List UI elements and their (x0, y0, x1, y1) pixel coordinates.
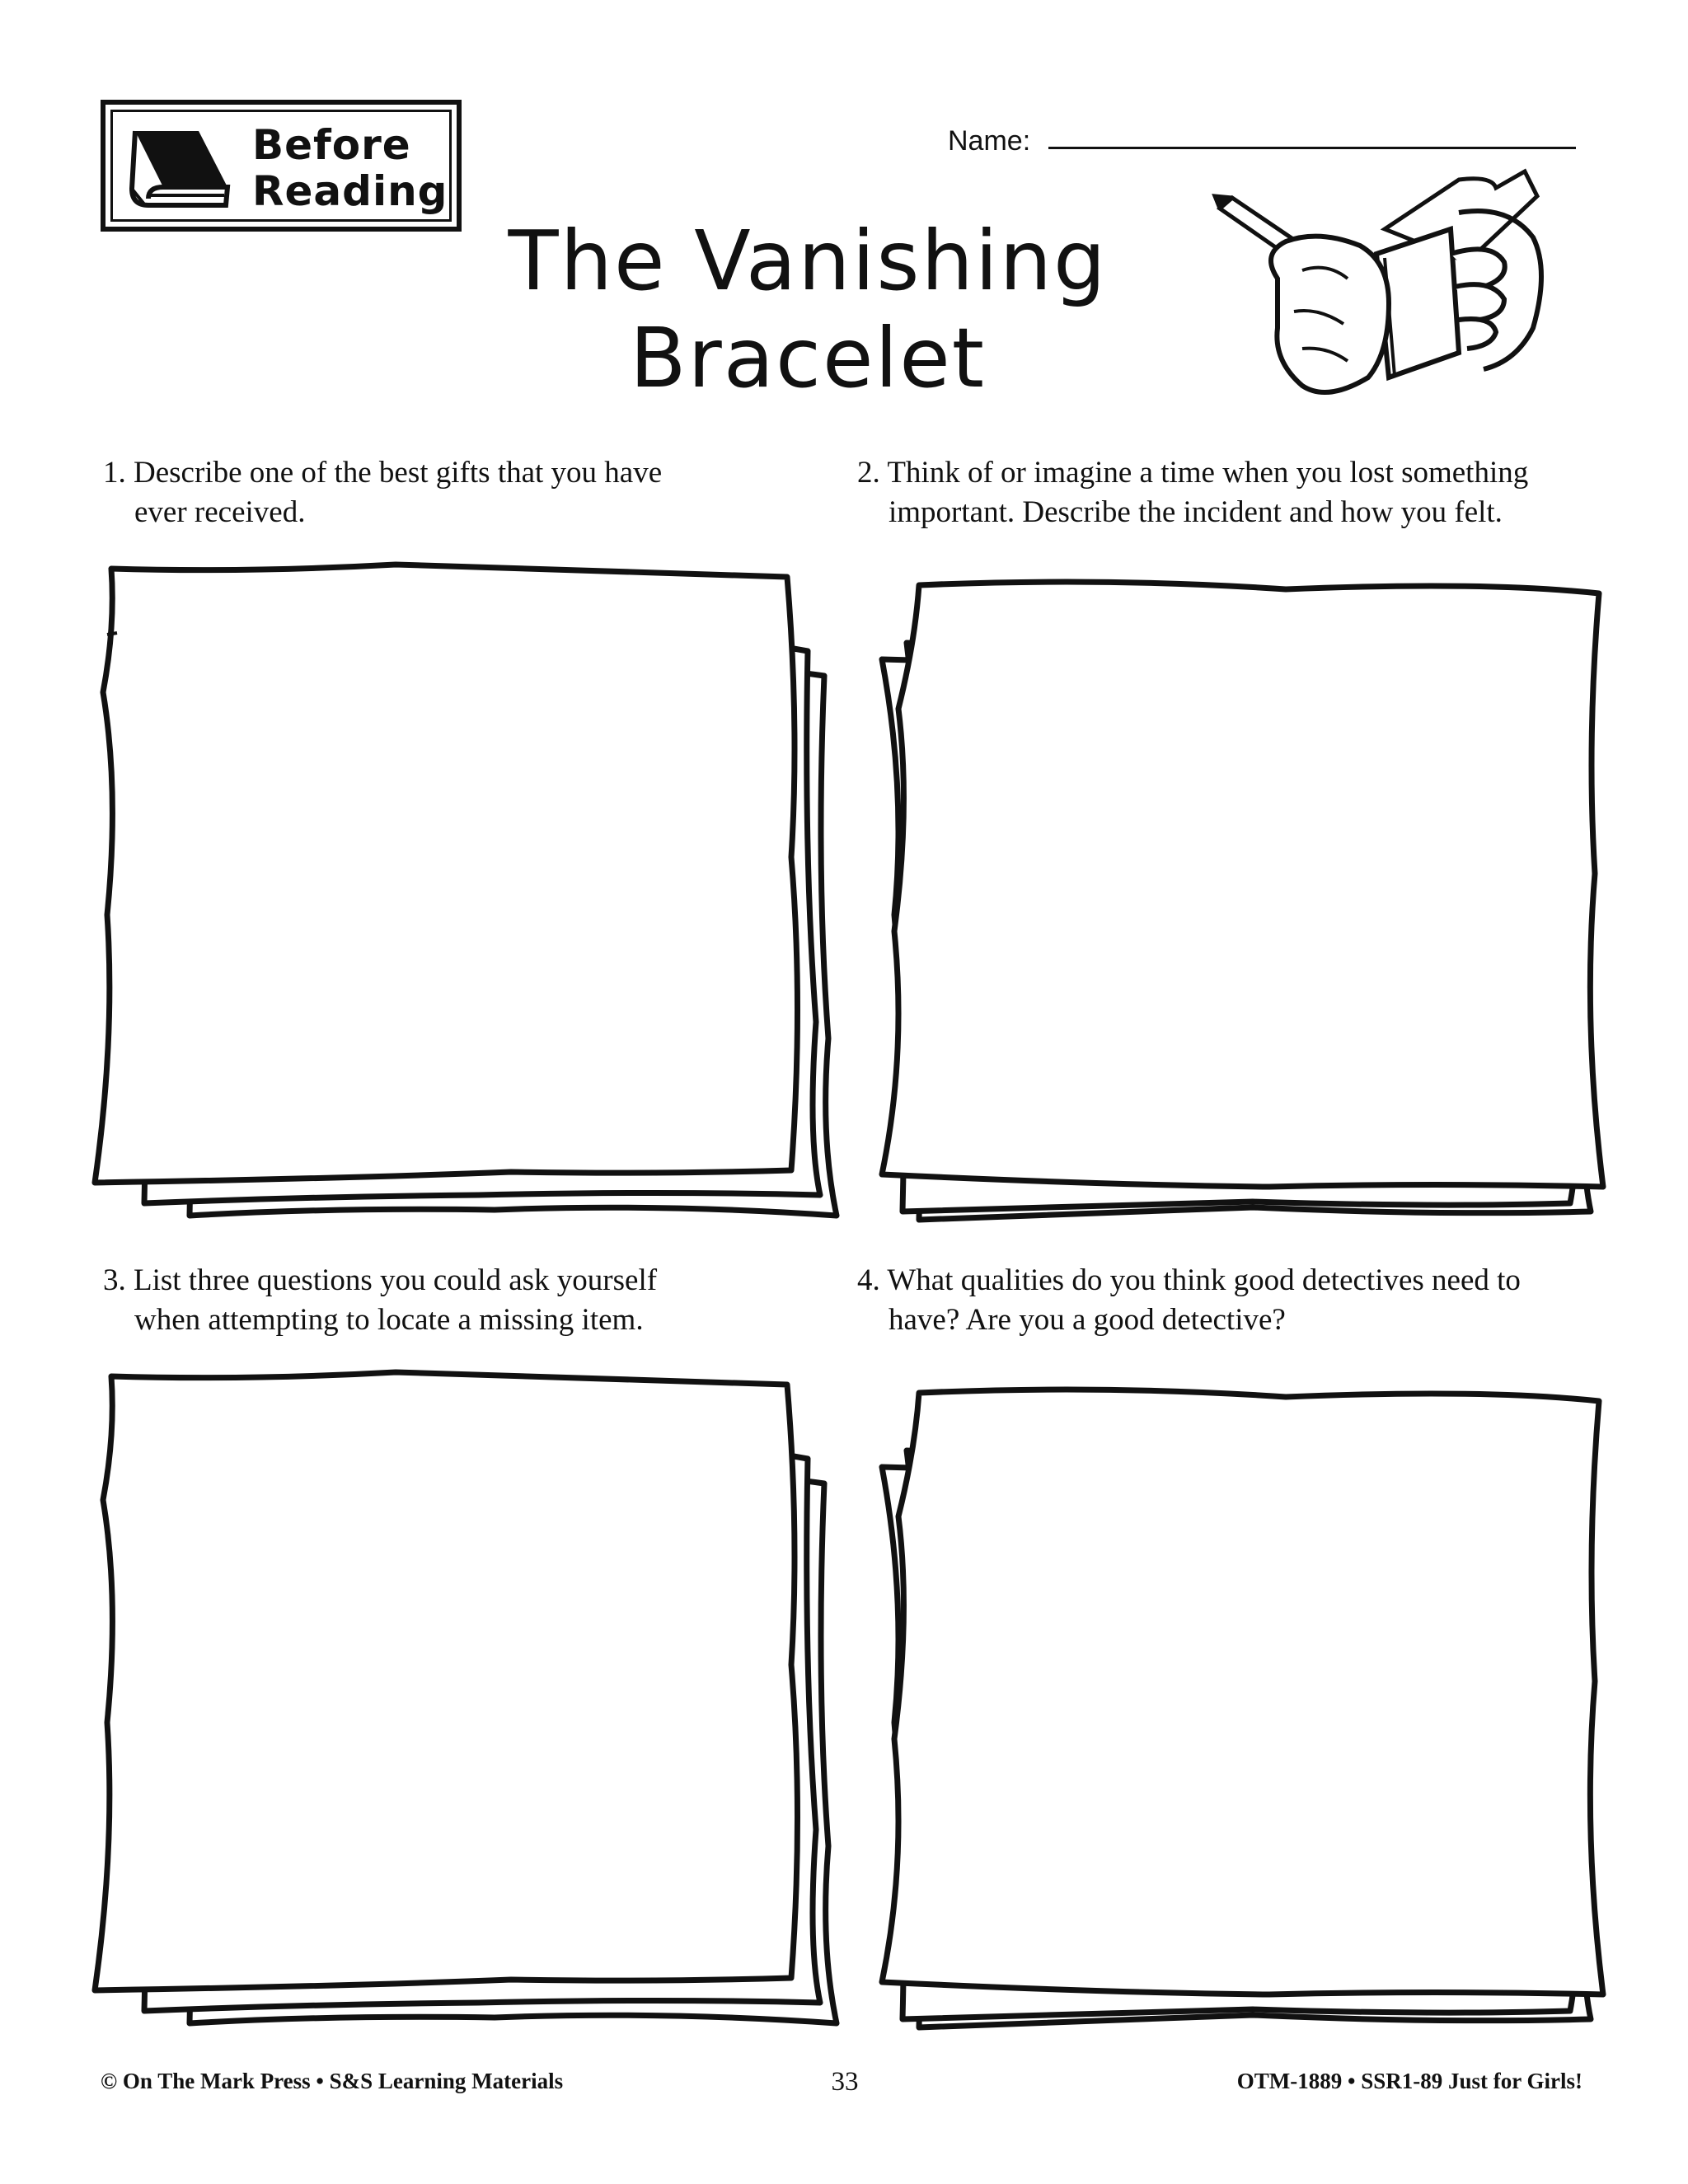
book-icon (120, 123, 236, 213)
question-1-line-2: ever received. (134, 495, 306, 529)
before-reading-badge (101, 100, 462, 232)
name-input-line[interactable] (1048, 147, 1576, 149)
page-title (462, 213, 1154, 407)
answer-box-3[interactable] (82, 1352, 865, 2036)
question-2-line-2: important. Describe the incident and how you felt. (889, 495, 1503, 529)
answer-box-4[interactable] (857, 1368, 1640, 2052)
question-3 (103, 1261, 828, 1340)
title-line-2: Bracelet (629, 310, 986, 406)
question-3-line-2: when attempting to locate a missing item. (134, 1303, 644, 1337)
answer-box-1[interactable] (82, 544, 865, 1228)
question-1 (103, 453, 828, 532)
footer-publisher: © On The Mark Press • S&S Learning Materials (101, 2069, 564, 2093)
question-4-line-2: have? Are you a good detective? (889, 1303, 1286, 1337)
question-4-line-1: 4. What qualities do you think good detectives need to (857, 1263, 1521, 1297)
question-3-line-1: 3. List three questions you could ask yourself (103, 1263, 658, 1297)
page-number: 33 (831, 2067, 859, 2097)
hand-writing-icon (1212, 163, 1591, 410)
answer-box-2[interactable] (857, 560, 1640, 1244)
title-line-1: The Vanishing (508, 213, 1108, 309)
badge-line-2: Reading (252, 167, 448, 215)
question-4 (857, 1261, 1582, 1340)
footer-product-code: OTM-1889 • SSR1-89 Just for Girls! (1236, 2069, 1582, 2093)
name-label: Name: (948, 125, 1031, 157)
question-2-line-1: 2. Think of or imagine a time when you lost something (857, 456, 1529, 490)
badge-line-1: Before (252, 121, 411, 169)
question-1-line-1: 1. Describe one of the best gifts that you have (103, 456, 663, 490)
question-2 (857, 453, 1582, 532)
